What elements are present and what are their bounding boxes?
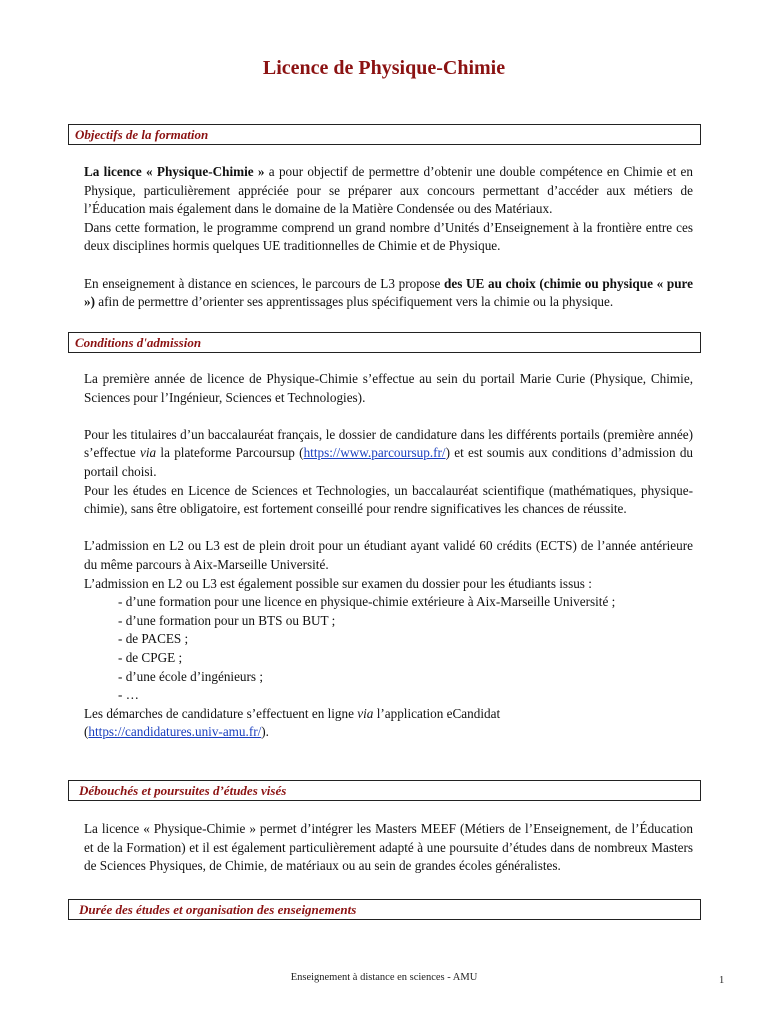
debouches-paragraph-1: La licence « Physique-Chimie » permet d’intégrer les Masters MEEF (Métiers de l’Enseignement, de l’Éducation et de la Formation) et il est également particulièrement adapté à une poursuite d’études dans de nombreux Masters de Sciences Physiques, de Chimie, de matériaux ou au sein de grandes écoles généralistes.: [84, 821, 693, 874]
section-heading-label: Durée des études et organisation des enseignements: [79, 902, 357, 917]
italic-via: via: [140, 445, 157, 461]
admission-origin-list: [84, 593, 693, 705]
conditions-paragraph-4: L’admission en L2 ou L3 est de plein droit pour un étudiant ayant validé 60 crédits (ECTS) de l’année antérieure du même parcours à Aix-Marseille Université.: [84, 538, 693, 572]
section-heading-label: Objectifs de la formation: [75, 127, 209, 142]
list-item: - de PACES ;: [118, 631, 189, 647]
italic-via: via: [357, 705, 374, 721]
conditions-paragraph-1: La première année de licence de Physique-Chimie s’effectue au sein du portail Marie Curie (Physique, Chimie, Sciences pour l’Ingénieur, Sciences et Technologies).: [84, 371, 693, 405]
section-heading-label: Conditions d'admission: [75, 335, 202, 350]
bold-ue-choix: des UE au choix (chimie ou physique « pure »): [84, 275, 693, 310]
objectifs-paragraph-3: [84, 275, 693, 312]
bold-licence-name: La licence « Physique-Chimie »: [84, 164, 265, 179]
paragraph-text: Pour les titulaires d’un baccalauréat français, le dossier de candidature dans les différents portails (première année) s’effectue: [84, 426, 693, 461]
section-heading-objectifs: [68, 124, 701, 145]
list-item: - d’une formation pour un BTS ou BUT ;: [118, 612, 336, 628]
paragraph-text: En enseignement à distance en sciences, le parcours de L3 propose: [84, 275, 445, 291]
paragraph-text: afin de permettre d’orienter ses apprentissages plus spécifiquement vers la chimie ou la physique.: [95, 294, 614, 310]
parcoursup-link[interactable]: https://www.parcoursup.fr/: [303, 445, 446, 461]
list-item: - d’une école d’ingénieurs ;: [118, 668, 264, 684]
list-item: - …: [118, 687, 139, 703]
conditions-paragraph-2: [84, 426, 693, 482]
list-item: - d’une formation pour une licence en physique-chimie extérieure à Aix-Marseille Université ;: [118, 594, 616, 610]
paragraph-text: la plateforme Parcoursup (: [156, 445, 304, 461]
ecandidat-link[interactable]: https://candidatures.univ-amu.fr/: [88, 724, 262, 740]
section-heading-duree: [68, 899, 701, 920]
objectifs-paragraph-2: Dans cette formation, le programme comprend un grand nombre d’Unités d’Enseignement à la frontière entre ces deux disciplines hormis quelques UE traditionnelles de Chimie et de Physique.: [84, 219, 693, 254]
conditions-paragraph-6: [84, 705, 693, 742]
paragraph-text: l’application eCandidat: [373, 705, 501, 721]
paragraph-text: ).: [261, 724, 269, 740]
conditions-text: [84, 370, 693, 742]
conditions-paragraph-3: Pour les études en Licence de Sciences et Technologies, un baccalauréat scientifique (mathématiques, physique-chimie), sans être obligatoire, est fortement conseillé pour rendre significatives les chances de réussite.: [84, 482, 693, 517]
objectifs-paragraph-1: [84, 163, 693, 219]
conditions-paragraph-5: L’admission en L2 ou L3 est également possible sur examen du dossier pour les étudiants issus :: [84, 575, 592, 591]
page-footer: Enseignement à distance en sciences - AMU: [290, 972, 478, 983]
document-title: Licence de Physique-Chimie: [262, 57, 506, 79]
debouches-text: [84, 820, 693, 876]
list-item: - de CPGE ;: [118, 649, 183, 665]
objectifs-text: [84, 163, 693, 312]
section-heading-label: Débouchés et poursuites d’études visés: [79, 783, 287, 798]
paragraph-text: ) et est soumis aux conditions d’admission du portail choisi.: [84, 445, 694, 479]
section-heading-conditions: [68, 332, 701, 353]
page-number: 1: [719, 975, 725, 986]
section-heading-debouches: [68, 780, 701, 801]
paragraph-text: Les démarches de candidature s’effectuent en ligne: [84, 705, 358, 721]
paragraph-text: (: [84, 724, 89, 740]
paragraph-text: a pour objectif de permettre d’obtenir une double compétence en Chimie et en Physique, particulièrement appréciée pour se préparer aux concours permettant d’accéder aux métiers de l’Éducation mais également dans le domaine de la Matière Condensée ou des Matériaux.: [84, 164, 693, 217]
